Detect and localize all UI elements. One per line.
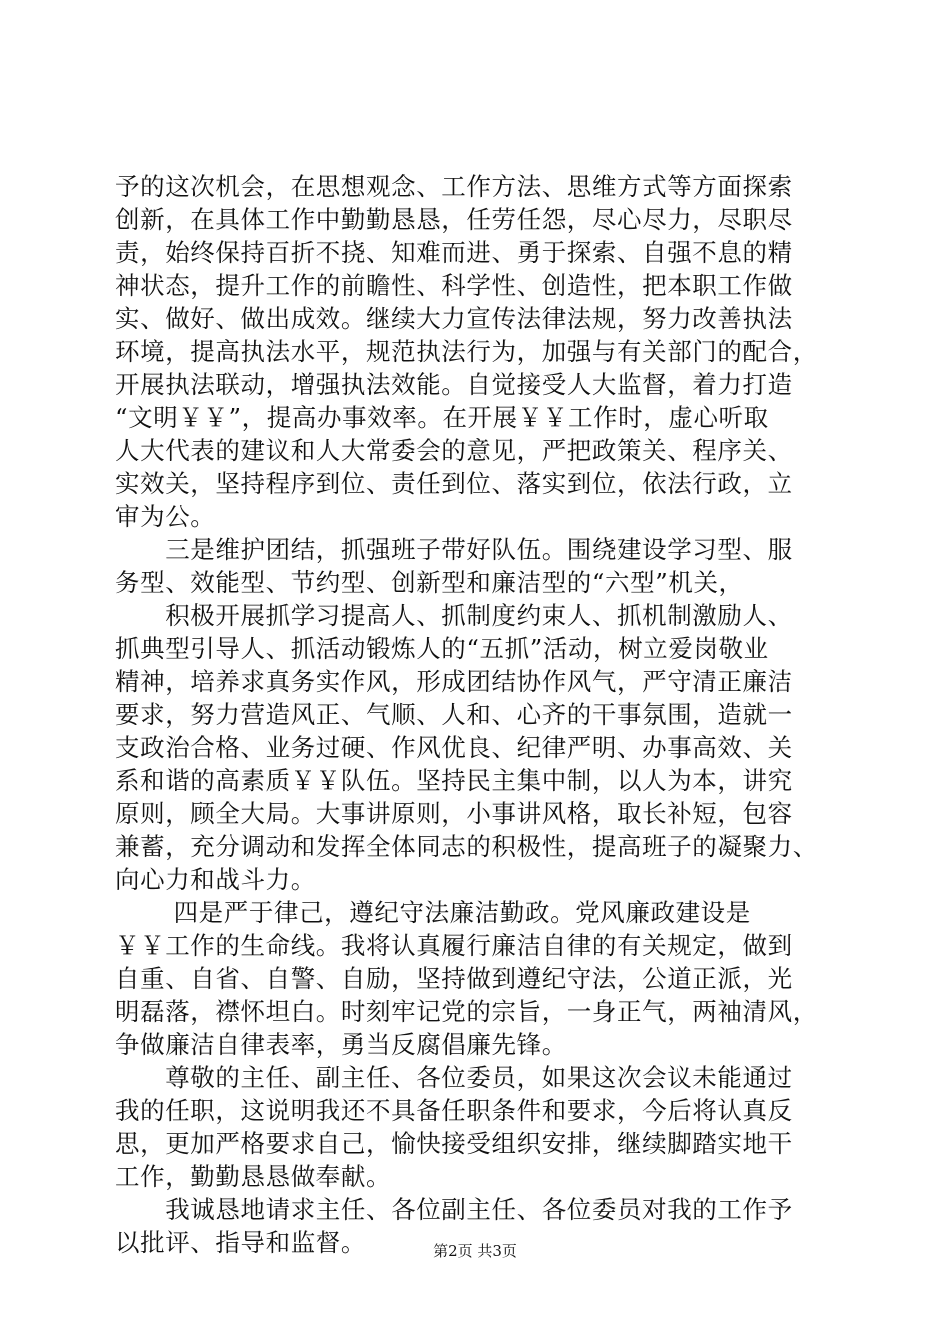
text-line: 创新，在具体工作中勤勤恳恳，任劳任怨，尽心尽力，尽职尽 — [115, 205, 793, 234]
text-line: 我的任职，这说明我还不具备任职条件和要求，今后将认真反 — [115, 1096, 793, 1125]
text-line: ￥￥工作的生命线。我将认真履行廉洁自律的有关规定，做到 — [115, 931, 793, 960]
text-line: “文明￥￥”，提高办事效率。在开展￥￥工作时，虚心听取 — [115, 403, 769, 432]
text-line: 精神，培养求真务实作风，形成团结协作风气，严守清正廉洁 — [115, 667, 793, 696]
text-line: 我诚恳地请求主任、各位副主任、各位委员对我的工作予 — [115, 1195, 793, 1224]
text-line: 予的这次机会，在思想观念、工作方法、思维方式等方面探索 — [115, 172, 793, 201]
text-line: 支政治合格、业务过硬、作风优良、纪律严明、办事高效、关 — [115, 733, 793, 762]
text-line: 以批评、指导和监督。 — [115, 1228, 366, 1257]
text-line: 争做廉洁自律表率，勇当反腐倡廉先锋。 — [115, 1030, 567, 1059]
body-text — [115, 170, 845, 1259]
text-line: 四是严于律己，遵纪守法廉洁勤政。党风廉政建设是 — [115, 898, 751, 927]
text-line: 兼蓄，充分调动和发挥全体同志的积极性，提高班子的凝聚力、 — [115, 832, 818, 861]
text-line: 务型、效能型、节约型、创新型和廉洁型的“六型”机关， — [115, 568, 744, 597]
text-line: 开展执法联动，增强执法效能。自觉接受人大监督，着力打造 — [115, 370, 793, 399]
text-line: 环境，提高执法水平，规范执法行为，加强与有关部门的配合， — [115, 337, 818, 366]
text-line: 人大代表的建议和人大常委会的意见，严把政策关、程序关、 — [115, 436, 793, 465]
text-line: 实效关，坚持程序到位、责任到位、落实到位，依法行政，立 — [115, 469, 793, 498]
text-line: 思，更加严格要求自己，愉快接受组织安排，继续脚踏实地干 — [115, 1129, 793, 1158]
text-line: 尊敬的主任、副主任、各位委员，如果这次会议未能通过 — [115, 1063, 793, 1092]
text-line: 原则，顾全大局。大事讲原则，小事讲风格，取长补短，包容 — [115, 799, 793, 828]
text-line: 要求，努力营造风正、气顺、人和、心齐的干事氛围，造就一 — [115, 700, 793, 729]
text-line: 积极开展抓学习提高人、抓制度约束人、抓机制激励人、 — [115, 601, 793, 630]
text-line: 系和谐的高素质￥￥队伍。坚持民主集中制，以人为本，讲究 — [115, 766, 793, 795]
text-line: 实、做好、做出成效。继续大力宣传法律法规，努力改善执法 — [115, 304, 793, 333]
text-line: 责，始终保持百折不挠、知难而进、勇于探索、自强不息的精 — [115, 238, 793, 267]
text-line: 向心力和战斗力。 — [115, 865, 316, 894]
text-line: 三是维护团结，抓强班子带好队伍。围绕建设学习型、服 — [115, 535, 793, 564]
text-line: 审为公。 — [115, 502, 216, 531]
text-line: 工作，勤勤恳恳做奉献。 — [115, 1162, 392, 1191]
page-number: 第2页 共3页 — [433, 1242, 517, 1260]
text-line: 神状态，提升工作的前瞻性、科学性、创造性，把本职工作做 — [115, 271, 793, 300]
text-line: 自重、自省、自警、自励，坚持做到遵纪守法，公道正派，光 — [115, 964, 793, 993]
text-line: 明磊落，襟怀坦白。时刻牢记党的宗旨，一身正气，两袖清风， — [115, 997, 818, 1026]
text-line: 抓典型引导人、抓活动锻炼人的“五抓”活动，树立爱岗敬业 — [115, 634, 769, 663]
